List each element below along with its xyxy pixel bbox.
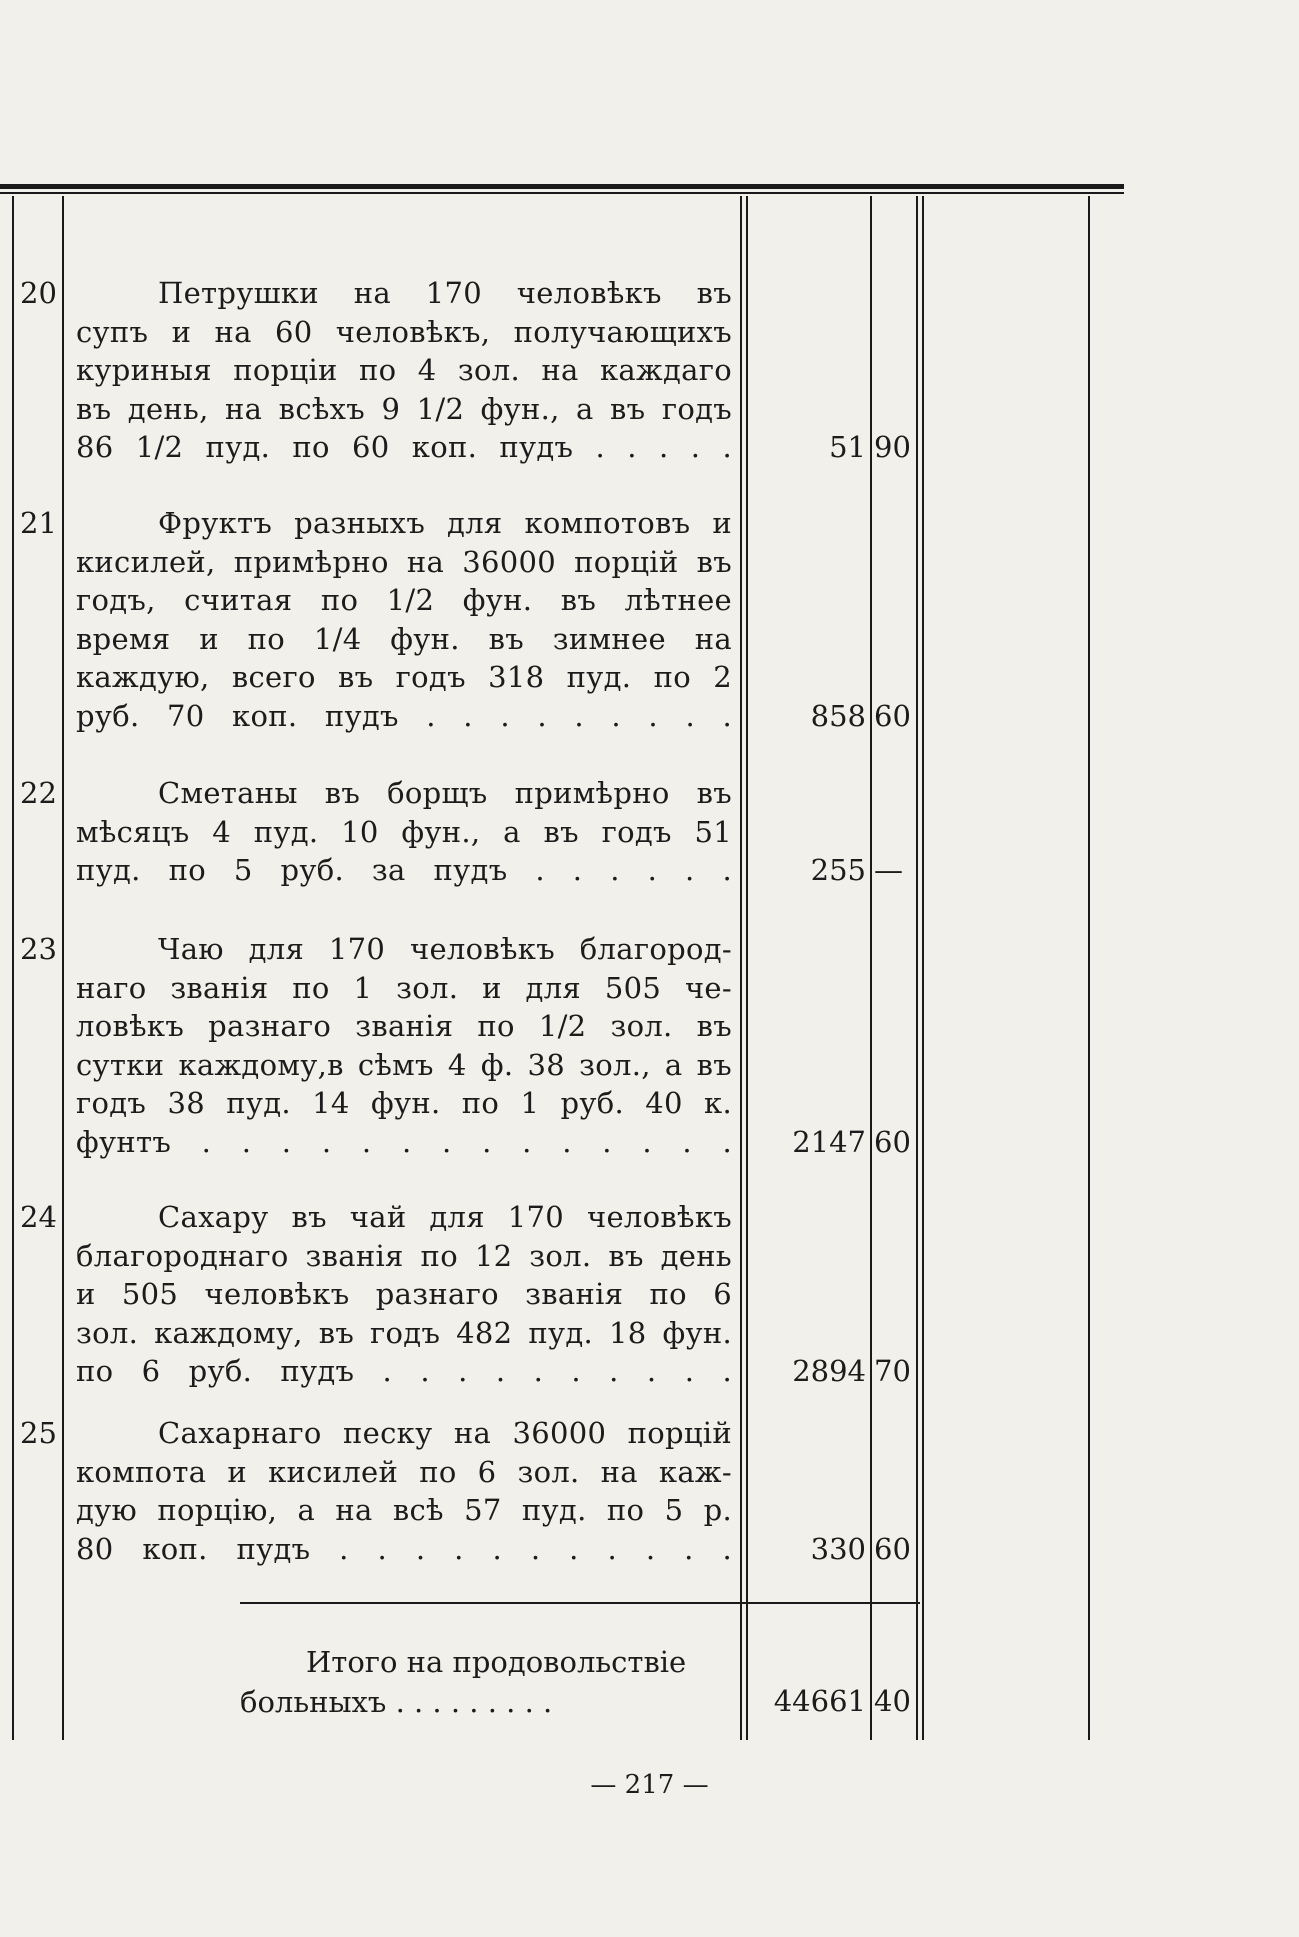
description-line: сутки каждому,в сѣмъ 4 ф. 38 зол., а въ — [76, 1047, 732, 1082]
row-description — [76, 1414, 732, 1568]
row-description — [76, 274, 732, 467]
description-line: руб. 70 коп. пудъ . . . . . . . . . — [76, 698, 732, 733]
amount-rubles: 858 — [810, 699, 866, 733]
description-line: мѣсяцъ 4 пуд. 10 фун., а въ годъ 51 — [76, 814, 732, 849]
description-line: каждую, всего въ годъ 318 пуд. по 2 — [76, 660, 732, 694]
right-border-line — [1088, 196, 1090, 1740]
row-number: 25 — [20, 1416, 57, 1450]
rubles-column-line — [870, 196, 872, 1740]
kopecks-column-line-2 — [922, 196, 924, 1740]
description-line: фунтъ . . . . . . . . . . . . . . — [76, 1124, 732, 1159]
description-line: Сахару въ чай для 170 человѣкъ — [158, 1200, 732, 1234]
amount-rubles: 255 — [810, 853, 866, 887]
amount-kopecks: — — [874, 853, 903, 887]
amount-kopecks: 70 — [874, 1354, 911, 1388]
header-rule-thick — [0, 184, 1124, 189]
description-line: кисилей, примѣрно на 36000 порцій въ — [76, 544, 732, 579]
row-description — [76, 774, 732, 890]
total-kopecks: 40 — [874, 1684, 911, 1718]
description-line: время и по 1/4 фун. въ зимнее на — [76, 621, 732, 656]
header-rule-thin — [0, 192, 1124, 194]
description-line: и 505 человѣкъ разнаго званія по 6 — [76, 1277, 732, 1311]
description-line: годъ, считая по 1/2 фун. въ лѣтнее — [76, 583, 732, 617]
description-line: компота и кисилей по 6 зол. на каж- — [76, 1454, 732, 1489]
description-line: Сахарнаго песку на 36000 порцій — [158, 1416, 732, 1450]
description-line: Сметаны въ борщъ примѣрно въ — [158, 776, 732, 810]
amount-kopecks: 90 — [874, 430, 911, 464]
total-rubles: 44661 — [773, 1684, 866, 1718]
amount-rubles: 51 — [829, 430, 866, 464]
description-line: годъ 38 пуд. 14 фун. по 1 руб. 40 к. — [76, 1086, 732, 1120]
row-description — [76, 504, 732, 735]
description-line: 86 1/2 пуд. по 60 коп. пудъ . . . . . — [76, 430, 732, 464]
description-line: благороднаго званія по 12 зол. въ день — [76, 1238, 732, 1273]
description-line: супъ и на 60 человѣкъ, получающихъ — [76, 314, 732, 349]
row-number: 24 — [20, 1200, 57, 1234]
description-line: зол. каждому, въ годъ 482 пуд. 18 фун. — [76, 1315, 732, 1350]
row-number: 22 — [20, 776, 57, 810]
total-label — [240, 1642, 736, 1722]
description-line: Фруктъ разныхъ для компотовъ и — [158, 506, 732, 540]
total-label-line: больныхъ . . . . . . . . . — [240, 1685, 553, 1719]
amount-rubles: 2147 — [792, 1125, 866, 1159]
description-line: наго званія по 1 зол. и для 505 че- — [76, 970, 732, 1005]
description-line: ловѣкъ разнаго званія по 1/2 зол. въ — [76, 1009, 732, 1043]
row-number: 20 — [20, 276, 57, 310]
description-line: Чаю для 170 человѣкъ благород- — [158, 932, 732, 966]
amount-kopecks: 60 — [874, 1532, 911, 1566]
description-line: 80 коп. пудъ . . . . . . . . . . . — [76, 1531, 732, 1566]
amount-rubles: 2894 — [792, 1354, 866, 1388]
number-column-line — [62, 196, 64, 1740]
total-label-line: Итого на продовольствіе — [306, 1645, 687, 1679]
amount-kopecks: 60 — [874, 699, 911, 733]
row-number: 21 — [20, 506, 57, 540]
page-number: — 217 — — [590, 1770, 709, 1800]
row-number: 23 — [20, 932, 57, 966]
left-border-line — [12, 196, 14, 1740]
amount-rubles: 330 — [810, 1532, 866, 1566]
total-rule — [240, 1602, 920, 1604]
description-line: Петрушки на 170 человѣкъ въ — [158, 276, 732, 310]
description-column-line — [740, 196, 742, 1740]
description-line: куриныя порціи по 4 зол. на каждаго — [76, 353, 732, 387]
amount-kopecks: 60 — [874, 1125, 911, 1159]
row-description — [76, 1198, 732, 1391]
row-description — [76, 930, 732, 1161]
description-line: пуд. по 5 руб. за пудъ . . . . . . — [76, 853, 732, 887]
description-line: по 6 руб. пудъ . . . . . . . . . . — [76, 1354, 732, 1388]
description-line: въ день, на всѣхъ 9 1/2 фун., а въ годъ — [76, 391, 732, 426]
description-line: дую порцію, а на всѣ 57 пуд. по 5 р. — [76, 1493, 732, 1527]
